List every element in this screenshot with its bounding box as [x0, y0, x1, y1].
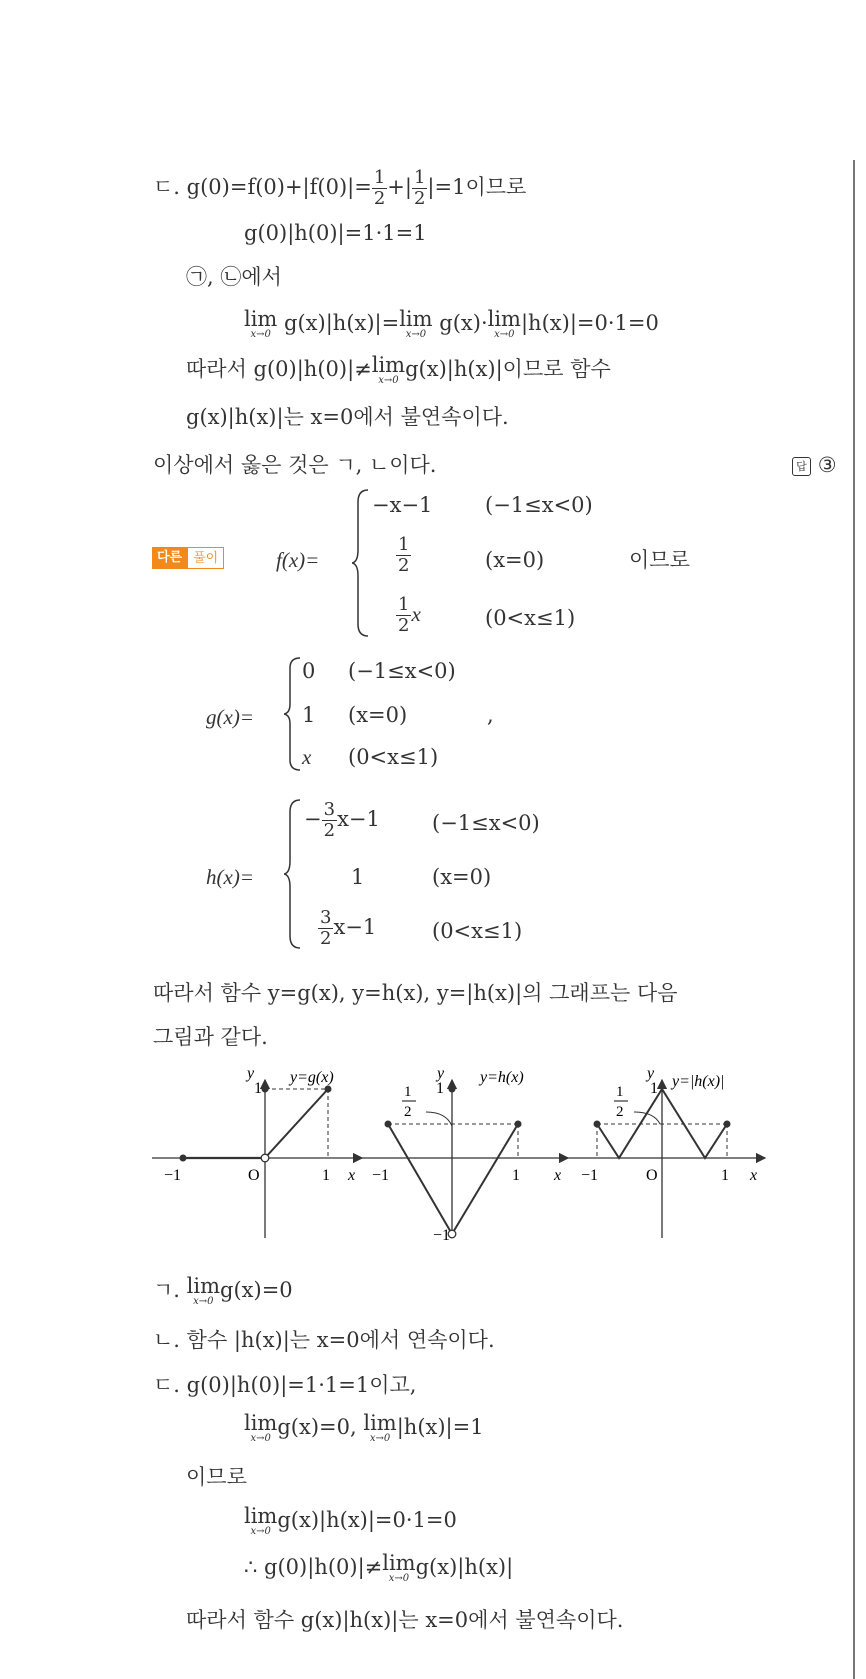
abs-tick-x1: 1	[721, 1167, 729, 1184]
part-c-line-3: ㉠, ㉡에서	[186, 265, 282, 289]
graphs-figure	[150, 1060, 840, 1260]
g-case-1: 0	[302, 659, 316, 683]
abs-title: y=|h(x)|	[672, 1073, 725, 1090]
h-case-3: $\frac{3}{2}$ x−1	[320, 907, 377, 949]
g-suffix: ,	[487, 703, 494, 727]
g-label: g(x)=	[206, 705, 254, 729]
g-tick-neg1: −1	[164, 1167, 182, 1184]
h-label: h(x)=	[206, 865, 254, 889]
g-tick-y1: 1	[254, 1080, 262, 1097]
margin-rule	[853, 160, 855, 1679]
sol-c-5: ∴ g(0)|h(0)|≠lim x→0 g(x)|h(x)|	[244, 1551, 514, 1584]
h-title: y=h(x)	[480, 1069, 524, 1086]
h-tick-y1: 1	[436, 1080, 444, 1097]
g-y-axis-label: y	[247, 1065, 255, 1082]
g-title: y=g(x)	[290, 1069, 334, 1086]
g-tick-x1: 1	[322, 1167, 330, 1184]
part-c-line-2: g(0)|h(0)|=1·1=1	[244, 221, 427, 245]
h-x-axis-label: x	[554, 1167, 562, 1184]
g-origin: O	[248, 1167, 260, 1184]
h-brace	[284, 798, 304, 950]
part-c-line-4: lim x→0 g(x)|h(x)|=lim x→0 g(x)·lim x→0 |h(x)|=0·1=0	[244, 307, 659, 340]
f-case-3: $\frac{1}{2}$ x	[398, 594, 421, 636]
sol-c-6: 따라서 함수 g(x)|h(x)|는 x=0에서 불연속이다.	[186, 1608, 624, 1632]
h-tick-neg1-y: −1	[433, 1227, 451, 1244]
h-case-1-cond: (−1≤x<0)	[432, 811, 540, 835]
graph-abs-h	[564, 1065, 765, 1238]
abs-tick-neg1: −1	[581, 1167, 599, 1184]
h-tick-x1: 1	[512, 1167, 520, 1184]
alt-solution-badge: 다른 풀이	[152, 547, 224, 569]
f-suffix: 이므로	[629, 548, 690, 572]
abs-half-den: 2	[616, 1104, 624, 1120]
part-c-line-6: g(x)|h(x)|는 x=0에서 불연속이다.	[186, 405, 509, 429]
f-brace	[352, 488, 372, 638]
part-c-line-5: 따라서 g(0)|h(0)|≠lim x→0 g(x)|h(x)|이므로 함수	[186, 353, 611, 386]
f-case-1-cond: (−1≤x<0)	[485, 493, 593, 517]
answer-icon: 답	[792, 457, 811, 476]
g-x-axis-label: x	[348, 1167, 356, 1184]
conclusion: 이상에서 옳은 것은 ㄱ, ㄴ이다.	[153, 453, 437, 477]
g-case-3-cond: (0<x≤1)	[348, 745, 439, 769]
h-tick-neg1-x: −1	[372, 1167, 390, 1184]
h-case-2-cond: (x=0)	[432, 865, 492, 889]
abs-half-num: 1	[616, 1084, 624, 1100]
sol-c-3: 이므로	[186, 1465, 247, 1489]
h-case-1: − $\frac{3}{2}$ x−1	[304, 799, 380, 841]
h-y-axis-label: y	[437, 1065, 445, 1082]
abs-tick-y1: 1	[650, 1080, 658, 1097]
f-label: f(x)=	[276, 548, 320, 572]
f-case-1: −x−1	[372, 493, 433, 517]
g-case-1-cond: (−1≤x<0)	[348, 659, 456, 683]
h-half-den: 2	[404, 1104, 412, 1120]
f-case-3-cond: (0<x≤1)	[485, 606, 576, 630]
g-case-3: x	[302, 745, 312, 769]
g-case-2: 1	[302, 703, 316, 727]
f-case-2-cond: (x=0)	[485, 548, 545, 572]
f-case-2: $\frac{1}{2}$	[398, 534, 410, 576]
graph-g	[152, 1065, 362, 1238]
graph-intro-1: 따라서 함수 y=g(x), y=h(x), y=|h(x)|의 그래프는 다음	[153, 981, 678, 1005]
h-case-3-cond: (0<x≤1)	[432, 919, 523, 943]
graph-h	[362, 1065, 568, 1244]
g-case-2-cond: (x=0)	[348, 703, 408, 727]
sol-a: ㄱ. lim x→0 g(x)=0	[153, 1274, 293, 1307]
sol-b: ㄴ. 함수 |h(x)|는 x=0에서 연속이다.	[153, 1328, 495, 1352]
part-c-line-1: ㄷ. g(0)=f(0)+|f(0)|= $\frac{1}{2}$ +| $\frac{1}{2}$ |=1이므로	[153, 167, 527, 209]
graph-intro-2: 그림과 같다.	[153, 1025, 268, 1049]
g-brace	[284, 656, 304, 772]
sol-c-1: ㄷ. g(0)|h(0)|=1·1=1이고,	[153, 1373, 417, 1397]
abs-y-axis-label: y	[647, 1065, 655, 1082]
abs-origin: O	[646, 1167, 658, 1184]
sol-c-4: lim x→0 g(x)|h(x)|=0·1=0	[244, 1504, 457, 1537]
answer: 답 ③	[792, 450, 837, 480]
sol-c-2: lim x→0 g(x)=0, lim x→0 |h(x)|=1	[244, 1411, 484, 1444]
h-case-2: 1	[351, 865, 365, 889]
h-half-num: 1	[404, 1084, 412, 1100]
abs-x-axis-label: x	[750, 1167, 758, 1184]
